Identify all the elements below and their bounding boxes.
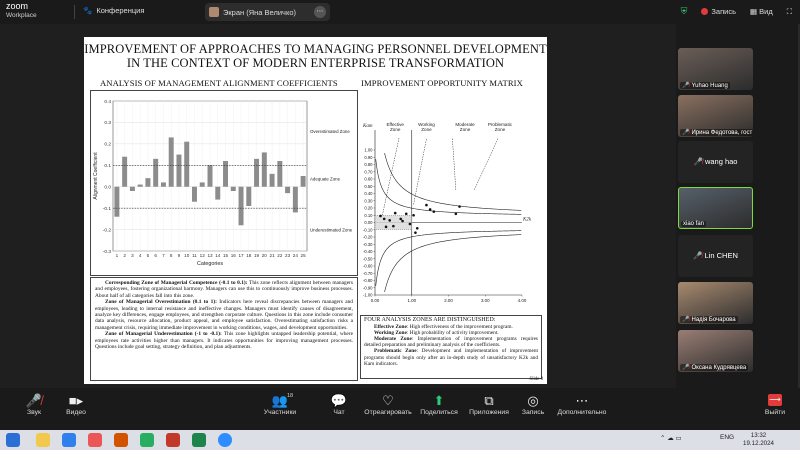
tray-icons[interactable]: ⌃ ☁ ▭: [660, 435, 682, 442]
x-tick-label: 0.00: [370, 298, 380, 303]
avatar: [209, 7, 219, 17]
y-tick-label: 0.70: [364, 169, 373, 175]
video-camera-icon: ■▸: [68, 393, 84, 408]
participant-tile[interactable]: [678, 141, 753, 183]
explorer-icon[interactable]: [36, 433, 50, 447]
y-tick-label: -0.1: [102, 206, 111, 212]
right_text-paragraph: Problematic Zone: Development and implementation of improvement programs should begin only after an in-depth study of unsatisfactory K2k and Kam indicators.: [364, 348, 538, 367]
participant-tile[interactable]: [678, 95, 753, 137]
data-point: [405, 213, 408, 216]
slide-number: Slide 8: [529, 377, 543, 382]
bar: [239, 187, 244, 226]
data-point: [414, 231, 417, 234]
screen-share-indicator[interactable]: [205, 3, 330, 21]
zone-title: Effective Zone: [386, 122, 404, 132]
participant-name: 🎤̸ Lin CHEN: [693, 251, 738, 260]
bar: [114, 187, 119, 217]
x-tick-label: 10: [184, 253, 190, 258]
zone-label: Adequate Zone: [310, 176, 341, 182]
more-options-button[interactable]: ⋯: [314, 6, 326, 18]
zone-label: Underestimated Zone: [310, 227, 353, 233]
divider: [74, 5, 75, 19]
data-point: [379, 215, 382, 218]
x-axis-label: K2k: [523, 217, 532, 223]
participant-name: 🎤̸ Yuhao Huang: [682, 83, 728, 89]
start-icon[interactable]: [6, 433, 20, 447]
x-tick-label: 12: [199, 253, 205, 258]
boundary-curve: [376, 159, 522, 214]
x-tick-label: 5: [146, 253, 150, 258]
participant-tile[interactable]: [678, 330, 753, 372]
more-button[interactable]: ⋯ Дополнительно: [552, 392, 612, 416]
bar: [231, 187, 236, 191]
data-point: [412, 214, 415, 217]
data-point: [385, 226, 388, 229]
shield-icon[interactable]: ⛨: [680, 6, 688, 16]
keyboard-language[interactable]: ENG: [720, 434, 735, 441]
shared-screen: [0, 24, 676, 388]
meeting-controls: [0, 388, 800, 430]
x-tick-label: 14: [215, 253, 221, 258]
conference-tab[interactable]: [83, 6, 144, 15]
data-point: [433, 210, 436, 213]
boundary-curve: [385, 153, 522, 210]
bar: [208, 165, 213, 186]
participant-name: xiao fan: [683, 221, 705, 227]
participants-button[interactable]: 👥 18 Участники: [250, 392, 310, 416]
app-icon[interactable]: [166, 433, 180, 447]
chat-icon: 💬: [330, 393, 348, 408]
y-tick-label: -1.00: [362, 292, 373, 298]
data-point: [455, 213, 458, 216]
bar: [223, 161, 228, 187]
analysis-zones-description: [360, 315, 542, 379]
y-tick-label: 1.00: [364, 147, 373, 153]
excel-icon[interactable]: [192, 433, 206, 447]
data-point: [458, 205, 461, 208]
bar: [200, 182, 205, 186]
data-point: [425, 204, 428, 207]
os-taskbar: [0, 430, 800, 450]
matrix-chart-svg: [356, 90, 542, 312]
x-tick-label: 8: [169, 253, 173, 258]
video-button[interactable]: ■▸ Видео: [46, 392, 106, 416]
y-axis-label: Kam: [363, 124, 373, 129]
zoom-icon[interactable]: [218, 433, 232, 447]
y-tick-label: 0.40: [364, 191, 373, 197]
mic-muted-icon: 🎤̸: [693, 157, 705, 166]
bar: [184, 142, 189, 187]
participants-gallery: [676, 24, 800, 388]
screen-share-label: Экран (Яна Величко): [223, 7, 296, 17]
bar: [254, 159, 259, 187]
mic-muted-icon: 🎤̸: [25, 393, 43, 408]
bar: [301, 176, 306, 187]
app-icon[interactable]: [114, 433, 128, 447]
y-tick-label: -0.40: [362, 249, 373, 255]
fullscreen-icon[interactable]: ⛶: [786, 6, 792, 16]
bar: [169, 137, 174, 186]
zoom-logo: zoom Workplace: [6, 1, 37, 19]
bar: [246, 187, 251, 206]
participant-tile[interactable]: [678, 48, 753, 90]
x-tick-label: 17: [238, 253, 244, 258]
y-tick-label: 0.30: [364, 198, 373, 204]
y-tick-label: 0.20: [364, 205, 373, 211]
y-tick-label: 0.90: [364, 154, 373, 160]
y-tick-label: -0.70: [362, 270, 373, 276]
data-point: [383, 218, 386, 221]
x-tick-label: 15: [222, 253, 229, 258]
boundary-curve: [385, 235, 522, 292]
bar: [122, 157, 127, 187]
mic-muted-icon: 🎤̸: [682, 130, 690, 136]
record-indicator[interactable]: Запись: [701, 7, 736, 16]
x-tick-label: 13: [207, 253, 213, 258]
more-icon: ⋯: [575, 393, 589, 408]
x-tick-label: 7: [162, 253, 165, 258]
data-point: [416, 227, 419, 230]
right_text-paragraph: Working Zone: High probability of activity improvement.: [374, 330, 499, 337]
left_text-paragraph: Zone of Managerial Overestimation (0.1 to 1): Indicators here reveal discrepancies between managers and employees, leading to internal resistance and ineffective changes. Managers must identify causes of disagreement, analyze key differences, engage employees, and strengthen corporate culture. Questions in this zone include consumer data analysis, resource allocation, product appeal, and employee satisfaction. Overestimating satisfaction risks a management crisis, requiring immediate improvement in working conditions, wages, and development opportunities.: [95, 299, 353, 331]
zone-title: Moderate Zone: [455, 122, 475, 132]
data-point: [388, 219, 391, 222]
participants-count: 18: [287, 393, 294, 399]
x-tick-label: 21: [269, 253, 275, 258]
x-tick-label: 23: [285, 253, 291, 258]
y-tick-label: -0.80: [362, 278, 373, 284]
left-heading: ANALYSIS OF MANAGEMENT ALIGNMENT COEFFICIENTS: [100, 78, 338, 88]
zone-pointer: [474, 138, 498, 190]
bar: [153, 159, 158, 187]
y-tick-label: 0.00: [364, 220, 373, 226]
x-tick-label: 9: [177, 253, 181, 258]
leave-button[interactable]: ⟶ Выйти: [764, 395, 786, 416]
right_text-paragraph: Moderate Zone: Implementation of improvement programs requires detailed preparation and preliminary analysis of the coefficients.: [364, 336, 538, 349]
zone-pointer: [452, 138, 456, 190]
presentation-slide: [84, 37, 547, 384]
zones-description: [90, 277, 358, 381]
bar: [192, 187, 197, 202]
participants-icon: 👥: [271, 393, 289, 408]
bar: [285, 187, 290, 193]
left_text-paragraph: Corresponding Zone of Managerial Competence (-0.1 to 0.1): This zone reflects alignment between managers and employees, fostering organizational harmony. Managers can use this to continuously improve business processes. About half of all categories fall into this zone.: [95, 280, 353, 299]
analysis-zones-header: FOUR ANALYSIS ZONES ARE DISTINGUISHED:: [364, 317, 496, 323]
bar: [262, 152, 267, 186]
x-tick-label: 4: [138, 253, 142, 258]
slide-title: IMPROVEMENT OF APPROACHES TO MANAGING PERSONNEL DEVELOPMENT IN THE CONTEXT OF MODERN ENTERPRISE TRANSFORMATION: [84, 42, 547, 70]
app-icon[interactable]: [140, 433, 154, 447]
y-tick-label: -0.90: [362, 285, 373, 291]
participant-tile[interactable]: [678, 187, 753, 229]
x-tick-label: 18: [246, 253, 252, 258]
participant-tile[interactable]: [678, 282, 753, 324]
boundary-curve: [376, 231, 522, 286]
bar: [293, 187, 298, 213]
x-tick-label: 6: [154, 253, 157, 258]
x-tick-label: 1.00: [407, 298, 417, 303]
bar: [215, 187, 220, 200]
y-tick-label: -0.60: [362, 263, 373, 269]
bar: [130, 187, 135, 191]
bar: [277, 161, 282, 187]
share-button[interactable]: ⬆ Поделиться: [409, 392, 469, 416]
record-icon: ◎: [527, 393, 539, 408]
data-point: [401, 220, 404, 223]
y-tick-label: 0.3: [104, 121, 111, 127]
window-titlebar: [0, 0, 800, 24]
right-heading: IMPROVEMENT OPPORTUNITY MATRIX: [361, 78, 523, 88]
participant-tile[interactable]: [678, 235, 753, 277]
bar: [176, 155, 181, 187]
react-button[interactable]: ♡ Отреагировать: [358, 392, 418, 416]
data-point: [409, 223, 412, 226]
participant-name: 🎤̸ wang hao: [693, 157, 738, 166]
zone-title: Problematic Zone: [487, 122, 513, 132]
alignment-bar-chart: [90, 90, 358, 276]
x-tick-label: 20: [261, 253, 267, 258]
mic-muted-icon: 🎤̸: [693, 251, 705, 260]
data-point: [399, 218, 402, 221]
bar: [145, 178, 150, 187]
x-tick-label: 25: [300, 253, 306, 258]
participant-name: 🎤̸ Надія Бочарова: [682, 317, 736, 323]
y-axis-label: Alignment Coefficient: [93, 152, 99, 200]
x-tick-label: 16: [230, 253, 236, 258]
bar: [138, 185, 143, 187]
conference-label: Конференция: [96, 6, 145, 15]
mic-muted-icon: 🎤̸: [682, 365, 690, 371]
share-screen-icon: ⬆: [433, 393, 445, 408]
x-tick-label: 1: [115, 253, 119, 258]
mic-muted-icon: 🎤̸: [682, 317, 690, 323]
y-tick-label: 0.50: [364, 183, 373, 189]
x-axis-label: Categories: [196, 261, 224, 267]
x-tick-label: 22: [277, 253, 283, 258]
left_text-paragraph: Zone of Managerial Underestimation (-1 to -0.1): This zone highlights untapped leadership potential, where employees rate activities higher than managers. It indicates opportunities for improving management processes. Questions include goal setting, strategy definition, and plan adjustments.: [95, 331, 354, 350]
zone-title: Working Zone: [418, 122, 435, 132]
y-tick-label: -0.30: [362, 241, 373, 247]
y-tick-label: 0.1: [104, 164, 111, 170]
x-tick-label: 4.00: [517, 298, 527, 303]
y-tick-label: 0.4: [104, 99, 111, 105]
apps-button[interactable]: ⧉ Приложения: [459, 392, 519, 416]
x-tick-label: 24: [292, 253, 298, 258]
bar: [161, 182, 166, 186]
clock[interactable]: 13:32 19.12.2024: [743, 432, 774, 447]
data-point: [394, 212, 397, 215]
y-tick-label: -0.10: [362, 227, 373, 233]
y-tick-label: 0.2: [104, 142, 111, 148]
x-tick-label: 3: [131, 253, 134, 258]
x-tick-label: 2: [123, 253, 126, 258]
edge-icon[interactable]: [62, 433, 76, 447]
zone-pointer: [414, 138, 427, 204]
y-tick-label: 0.0: [104, 185, 111, 191]
participant-name: 🎤̸ Оксана Кудрявцева: [682, 365, 747, 371]
mic-muted-icon: 🎤̸: [682, 83, 690, 89]
bar: [270, 174, 275, 187]
y-tick-label: -0.20: [362, 234, 373, 240]
y-tick-label: -0.2: [102, 228, 111, 234]
y-tick-label: 0.60: [364, 176, 373, 182]
data-point: [429, 208, 432, 211]
exit-icon: ⟶: [769, 395, 781, 404]
y-tick-label: -0.50: [362, 256, 373, 262]
x-tick-label: 2.00: [444, 298, 453, 303]
x-tick-label: 11: [192, 253, 197, 258]
view-button[interactable]: ▦ Вид: [750, 7, 773, 16]
x-tick-label: 3.00: [480, 298, 490, 303]
y-tick-label: 0.80: [364, 162, 373, 168]
apps-icon: ⧉: [484, 393, 494, 408]
participant-name: 🎤̸ Ирина Федотова, гост: [682, 130, 753, 136]
heart-icon: ♡: [382, 393, 394, 408]
paw-icon: 🐾: [83, 6, 93, 15]
right_text-paragraph: Effective Zone: High effectiveness of the improvement program.: [374, 324, 513, 331]
bar-chart-svg: [91, 91, 357, 275]
audio-button[interactable]: 🎤̸ Звук: [4, 392, 64, 416]
chrome-icon[interactable]: [88, 433, 102, 447]
y-tick-label: -0.3: [102, 249, 111, 255]
chat-button[interactable]: 💬 Чат: [309, 392, 369, 416]
y-tick-label: 0.10: [364, 212, 373, 218]
record-icon: [701, 8, 708, 15]
data-point: [392, 225, 395, 228]
zone-label: Overestimated Zone: [310, 129, 350, 135]
effective-zone-area: [375, 215, 412, 230]
opportunity-matrix-chart: [356, 90, 542, 312]
record-button[interactable]: ◎ Запись: [503, 392, 563, 416]
x-tick-label: 19: [253, 253, 260, 258]
